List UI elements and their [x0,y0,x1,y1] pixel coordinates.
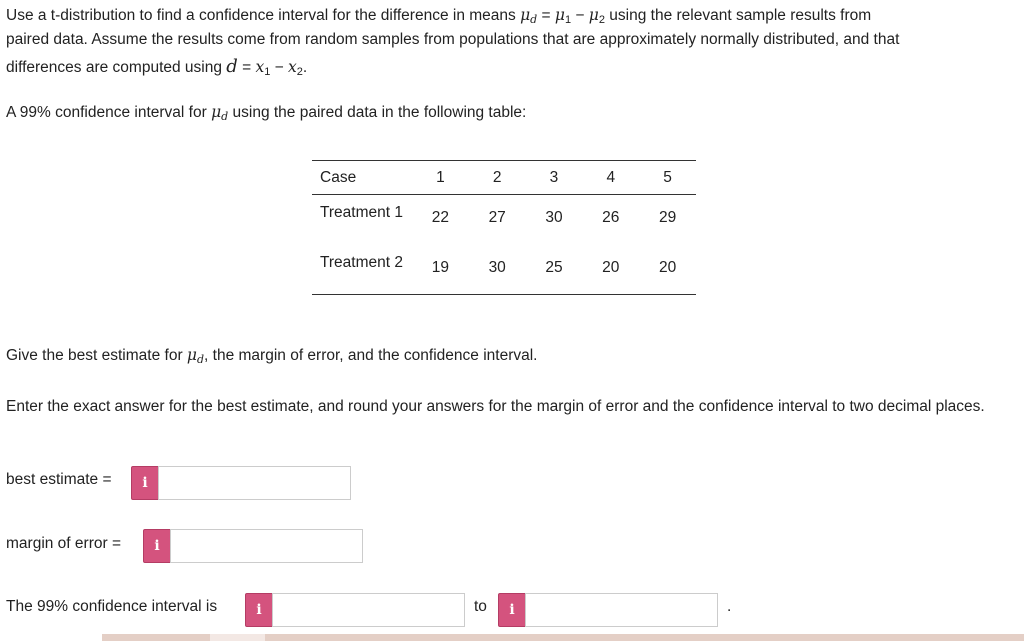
header-cell: 5 [663,168,672,186]
ci-upper-input[interactable] [525,593,718,627]
intro-line-1: Use a t-distribution to find a confidence interval for the difference in means $\mu_d = \mu_1 - \mu_2$ using the relevant sample results from [6,6,872,26]
table-cell: 25 [545,258,563,276]
table-cell: 19 [431,258,450,276]
table-row [312,245,696,295]
intro-line-2: paired data. Assume the results come from random samples from populations that are approximately normally distributed, and that [6,31,900,48]
row-label: Treatment 2 [320,253,403,271]
table-cell: 29 [658,209,677,226]
margin-of-error-label: margin of error = [6,535,122,552]
question-2: Enter the exact answer for the best estimate, and round your answers for the margin of error and the confidence interval to two decimal places. [6,398,985,415]
bottom-bar-segment [210,634,265,641]
row-label: Treatment 1 [320,204,403,221]
header-cell: 4 [606,168,616,186]
table-cell: 22 [431,209,450,226]
period: . [727,598,732,615]
info-icon[interactable]: i [143,529,171,563]
table-cell: 26 [602,209,620,226]
to-label: to [474,598,487,615]
table-cell: 20 [602,258,620,276]
ci-label: The 99% confidence interval is [6,598,218,615]
paired-data-table [312,160,696,295]
info-icon[interactable]: i [245,593,273,627]
ci-description: A 99% confidence interval for $\mu_d$ using the paired data in the following table: [6,103,527,123]
info-icon[interactable]: i [498,593,526,627]
table-cell: 30 [488,258,506,276]
best-estimate-input[interactable] [158,466,351,500]
info-icon[interactable]: i [131,466,159,500]
margin-of-error-input[interactable] [170,529,363,563]
header-cell: Case [320,168,357,186]
ci-lower-input[interactable] [272,593,465,627]
header-cell: 3 [549,168,559,186]
table-cell: 30 [545,209,563,226]
best-estimate-label: best estimate = [6,471,112,488]
table-cell: 20 [658,258,677,276]
header-cell: 2 [492,168,502,186]
table-cell: 27 [488,209,506,226]
intro-line-3: differences are computed using $d = x_1 - x_2$. [6,56,308,78]
table-header-row [312,161,696,195]
header-cell: 1 [436,168,445,186]
table-row [312,195,696,245]
question-1: Give the best estimate for $\mu_d$, the margin of error, and the confidence interval. [6,346,538,366]
